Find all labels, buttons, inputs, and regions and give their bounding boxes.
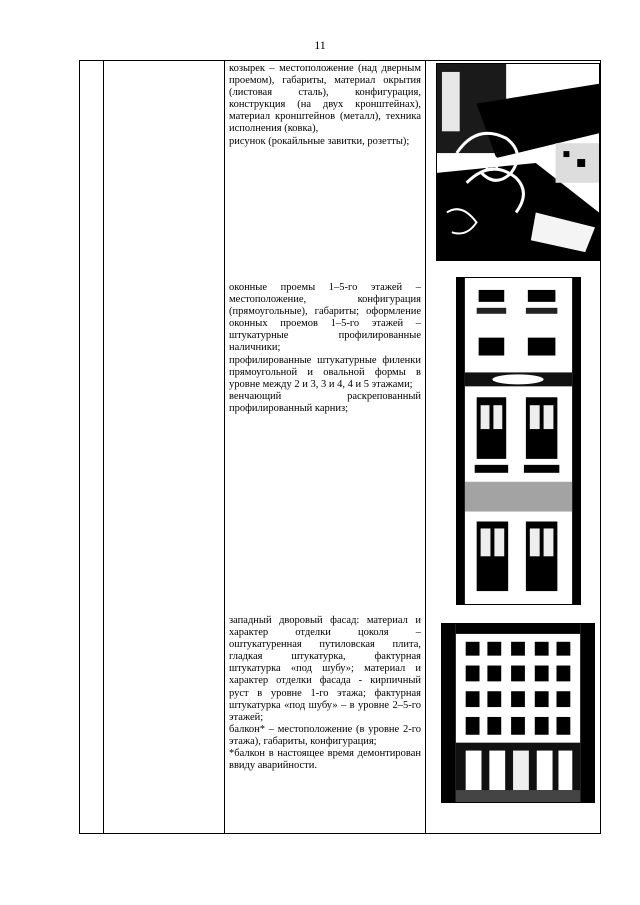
windows-facade-photo bbox=[456, 277, 581, 605]
column-divider-2 bbox=[224, 61, 225, 833]
heritage-table bbox=[79, 60, 601, 834]
canopy-photo bbox=[436, 63, 600, 261]
windows-description bbox=[229, 282, 421, 415]
balcony-note-paragraph: *балкон в настоящее время демонтирован ввиду аварийности. bbox=[229, 748, 421, 772]
panels-paragraph: профилированные штукатурные филенки прямоугольной и овальной формы в уровне между 2 и 3, 3 и 4, 4 и 5 этажами; bbox=[229, 354, 421, 390]
column-divider-1 bbox=[103, 61, 104, 833]
windows-paragraph: оконные проемы 1–5-го этажей – местоположение, конфигурация (прямоугольные), габариты; оформление оконных проемов 1–5-го этажей – штукатурные профилированные наличники; bbox=[229, 282, 421, 354]
cornice-paragraph: венчающий раскрепованный профилированный карниз; bbox=[229, 390, 421, 414]
canopy-paragraph: козырек – местоположение (над дверным проемом), габариты, материал окрытия (листовая сталь), конфигурация, конструкция (на двух кронштейнах), материал кронштейнов (металл), техника исполнения (ковка), bbox=[229, 63, 421, 135]
page-number: 11 bbox=[314, 38, 326, 52]
courtyard-facade-photo bbox=[441, 623, 595, 803]
courtyard-facade-image bbox=[442, 624, 594, 802]
windows-facade-image bbox=[457, 278, 580, 604]
canopy-description bbox=[229, 63, 421, 148]
column-divider-3 bbox=[425, 61, 426, 833]
canopy-image bbox=[437, 64, 599, 260]
courtyard-paragraph: западный дворовый фасад: материал и характер отделки цоколя – оштукатуренная путиловская плита, гладкая штукатурка, фактурная штукатурка «под шубу»; материал и характер отделки фасада - кирпичный руст в уровне 1-го этажа; фактурная штукатурка «под шубу» – в уровне 2–5-го этажей; bbox=[229, 615, 421, 723]
balcony-paragraph: балкон* – местоположение (в уровне 2-го этажа), габариты, конфигурация; bbox=[229, 723, 421, 747]
canopy-pattern-paragraph: рисунок (рокайльные завитки, розетты); bbox=[229, 135, 410, 147]
courtyard-description bbox=[229, 615, 421, 772]
